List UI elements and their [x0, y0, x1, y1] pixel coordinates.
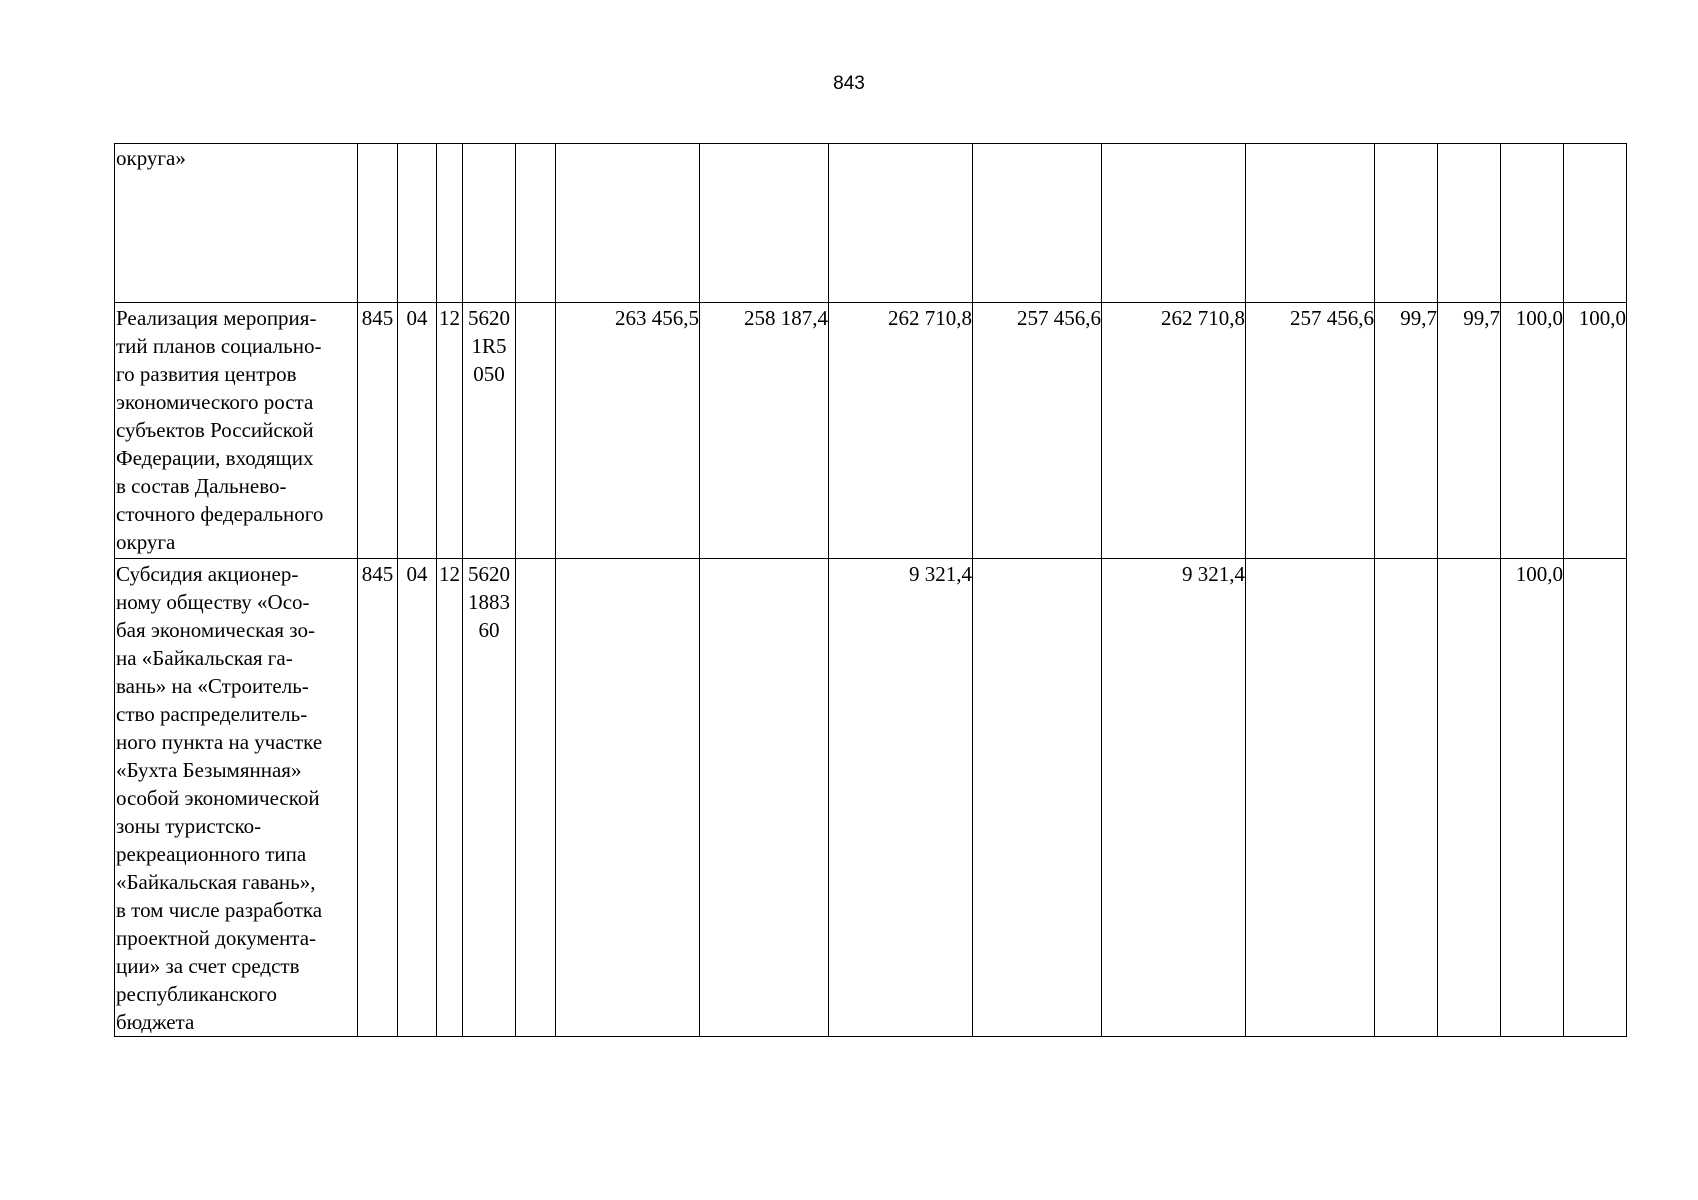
vr-cell	[516, 303, 556, 559]
row-name-line: республиканского	[116, 982, 277, 1006]
row-name-cell	[115, 303, 358, 559]
csr-cell	[463, 144, 516, 303]
value-cell-7	[1375, 559, 1438, 1037]
row-name-line: проектной документа-	[116, 926, 317, 950]
row-name-line: Субсидия акционер-	[116, 562, 299, 586]
row-name-line: на «Байкальская га-	[116, 646, 293, 670]
value-cell-4	[973, 559, 1102, 1037]
value-cell-1	[556, 144, 700, 303]
value-cell-9: 100,0	[1501, 559, 1564, 1037]
page-number: 843	[833, 73, 865, 94]
value-cell-4	[973, 144, 1102, 303]
row-name-cell	[115, 144, 358, 303]
row-name-line: зоны туристско-	[116, 814, 262, 838]
row-name-line: тий планов социально-	[116, 334, 322, 358]
value-cell-9: 100,0	[1501, 303, 1564, 559]
row-name-line: ство распределитель-	[116, 702, 308, 726]
row-name-line: Реализация мероприя-	[116, 306, 317, 330]
value-cell-6	[1246, 144, 1375, 303]
vr-cell	[516, 559, 556, 1037]
grbs-cell: 845	[358, 559, 398, 1037]
value-cell-7: 99,7	[1375, 303, 1438, 559]
row-name-line: округа»	[116, 146, 186, 170]
value-cell-3: 9 321,4	[829, 559, 973, 1037]
row-name-cell	[115, 559, 358, 1037]
row-name-line: вань» на «Строитель-	[116, 674, 309, 698]
row-name-line: «Бухта Безымянная»	[116, 758, 302, 782]
value-cell-10	[1564, 559, 1627, 1037]
row-name-line: особой экономической	[116, 786, 320, 810]
csr-line: 5620	[468, 562, 510, 586]
rz-cell: 04	[398, 303, 437, 559]
row-name-line: субъектов Российской	[116, 418, 314, 442]
row-name-line: ному обществу «Осо-	[116, 590, 310, 614]
value-cell-9	[1501, 144, 1564, 303]
row-name-line: экономического роста	[116, 390, 314, 414]
csr-line: 050	[473, 362, 505, 386]
value-cell-8: 99,7	[1438, 303, 1501, 559]
value-cell-2	[700, 559, 829, 1037]
row-name-line: округа	[116, 530, 176, 554]
value-cell-7	[1375, 144, 1438, 303]
csr-line: 1R5	[471, 334, 507, 358]
csr-line: 60	[478, 618, 500, 642]
row-name-line: в состав Дальнево-	[116, 474, 287, 498]
table-body	[115, 144, 1627, 1037]
value-cell-8	[1438, 559, 1501, 1037]
grbs-cell: 845	[358, 303, 398, 559]
pr-cell: 12	[437, 559, 463, 1037]
value-cell-2: 258 187,4	[700, 303, 829, 559]
row-name-line: бая экономическая зо-	[116, 618, 315, 642]
rz-cell	[398, 144, 437, 303]
row-name-line: «Байкальская гавань»,	[116, 870, 316, 894]
row-name-line: Федерации, входящих	[116, 446, 314, 470]
row-name-line: го развития центров	[116, 362, 297, 386]
grbs-cell	[358, 144, 398, 303]
value-cell-5: 262 710,8	[1102, 303, 1246, 559]
rz-cell: 04	[398, 559, 437, 1037]
row-name-line: рекреационного типа	[116, 842, 307, 866]
value-cell-10: 100,0	[1564, 303, 1627, 559]
value-cell-3: 262 710,8	[829, 303, 973, 559]
pr-cell: 12	[437, 303, 463, 559]
value-cell-5: 9 321,4	[1102, 559, 1246, 1037]
row-name-line: сточного федерального	[116, 502, 324, 526]
pr-cell	[437, 144, 463, 303]
value-cell-6	[1246, 559, 1375, 1037]
csr-cell	[463, 559, 516, 1037]
row-name-line: ного пункта на участке	[116, 730, 323, 754]
row-name-line: в том числе разработка	[116, 898, 323, 922]
value-cell-8	[1438, 144, 1501, 303]
row-name-line: бюджета	[116, 1010, 195, 1034]
budget-table	[114, 143, 1627, 1037]
vr-cell	[516, 144, 556, 303]
value-cell-6: 257 456,6	[1246, 303, 1375, 559]
csr-line: 5620	[468, 306, 510, 330]
table-row	[115, 559, 1627, 1037]
value-cell-2	[700, 144, 829, 303]
value-cell-5	[1102, 144, 1246, 303]
value-cell-4: 257 456,6	[973, 303, 1102, 559]
table-row	[115, 144, 1627, 303]
value-cell-10	[1564, 144, 1627, 303]
csr-line: 1883	[468, 590, 510, 614]
row-name-line: ции» за счет средств	[116, 954, 300, 978]
csr-cell	[463, 303, 516, 559]
table-row	[115, 303, 1627, 559]
value-cell-1: 263 456,5	[556, 303, 700, 559]
value-cell-1	[556, 559, 700, 1037]
value-cell-3	[829, 144, 973, 303]
